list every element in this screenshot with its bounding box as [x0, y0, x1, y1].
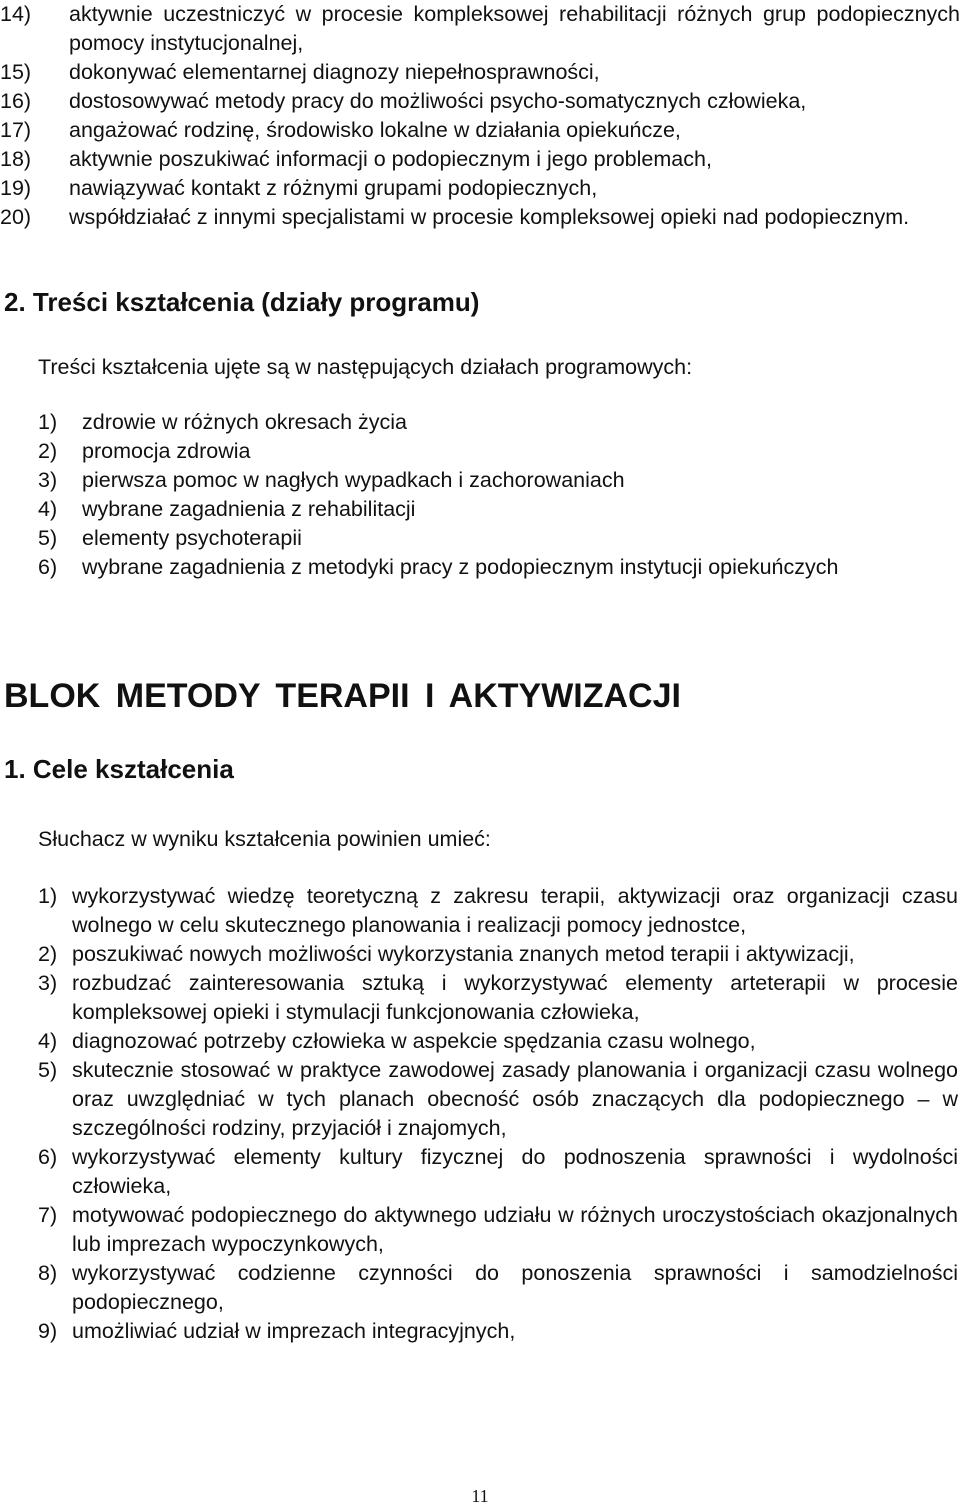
list-item-text: wybrane zagadnienia z rehabilitacji [82, 497, 416, 521]
list-item [38, 940, 958, 969]
list-item [38, 495, 958, 524]
list-item-number: 19) [0, 176, 32, 200]
list-item-number: 1) [38, 410, 58, 434]
list-item-text: zdrowie w różnych okresach życia [82, 410, 408, 434]
section-heading: 1. Cele kształcenia [4, 754, 234, 784]
list-item-number: 7) [38, 1203, 58, 1227]
list-item-text: aktywnie poszukiwać informacji o podopiecznym i jego problemach, [69, 147, 712, 171]
list-item [0, 174, 960, 203]
list-item-number: 6) [38, 1145, 58, 1169]
list-item [38, 553, 958, 582]
list-item [0, 0, 960, 58]
list-item [38, 524, 958, 553]
list-item-text: wykorzystywać codzienne czynności do ponoszenia sprawności i samodzielności podopiecznego, [72, 1261, 958, 1314]
list-item-text: poszukiwać nowych możliwości wykorzystania znanych metod terapii i aktywizacji, [72, 942, 855, 966]
list-item [0, 203, 960, 232]
list-item-number: 4) [38, 497, 58, 521]
list-item [38, 1259, 958, 1317]
list-item-number: 14) [0, 2, 32, 26]
list-item-number: 3) [38, 468, 58, 492]
list-item-number: 5) [38, 1058, 58, 1082]
list-item [0, 58, 960, 87]
list-item [38, 466, 958, 495]
list-item-number: 6) [38, 555, 58, 579]
list-item-text: aktywnie uczestniczyć w procesie kompleksowej rehabilitacji różnych grup podopiecznych pomocy instytucjonalnej, [69, 2, 960, 55]
top-list [0, 0, 960, 232]
section-heading: 2. Treści kształcenia (działy programu) [4, 287, 480, 317]
list-item [38, 408, 958, 437]
list-item-text: dokonywać elementarnej diagnozy niepełnosprawności, [69, 60, 600, 84]
list-item-number: 17) [0, 118, 32, 142]
list-item [38, 969, 958, 1027]
list-item-number: 18) [0, 147, 32, 171]
list-item-text: diagnozować potrzeby człowieka w aspekcie spędzania czasu wolnego, [72, 1029, 756, 1053]
list-item-number: 16) [0, 89, 32, 113]
list-item-text: motywować podopiecznego do aktywnego udziału w różnych uroczystościach okazjonalnych lub imprezach wypoczynkowych, [72, 1203, 958, 1256]
list-item-text: nawiązywać kontakt z różnymi grupami podopiecznych, [69, 176, 598, 200]
section-intro: Słuchacz w wyniku kształcenia powinien umieć: [38, 827, 491, 851]
list-item-number: 8) [38, 1261, 58, 1285]
goals-list [38, 882, 958, 1346]
list-item-text: współdziałać z innymi specjalistami w procesie kompleksowej opieki nad podopiecznym. [69, 205, 910, 229]
list-item-number: 1) [38, 884, 58, 908]
list-item-number: 9) [38, 1319, 58, 1343]
list-item [38, 1201, 958, 1259]
list-item [0, 87, 960, 116]
block-title: BLOK METODY TERAPII I AKTYWIZACJI [4, 677, 681, 715]
list-item-text: wykorzystywać elementy kultury fizycznej do podnoszenia sprawności i wydolności człowieka, [72, 1145, 958, 1198]
list-item-text: rozbudzać zainteresowania sztuką i wykorzystywać elementy arteterapii w procesie kompleksowej opieki i stymulacji funkcjonowania człowieka, [72, 971, 958, 1024]
program-list [38, 408, 958, 582]
list-item-number: 5) [38, 526, 58, 550]
list-item-text: angażować rodzinę, środowisko lokalne w działania opiekuńcze, [69, 118, 681, 142]
list-item-number: 3) [38, 971, 58, 995]
list-item [38, 1027, 958, 1056]
list-item [0, 145, 960, 174]
list-item-text: umożliwiać udział w imprezach integracyjnych, [72, 1319, 516, 1343]
list-item [0, 116, 960, 145]
list-item [38, 882, 958, 940]
list-item-number: 20) [0, 205, 32, 229]
list-item-text: promocja zdrowia [82, 439, 251, 463]
list-item [38, 1143, 958, 1201]
list-item [38, 1317, 958, 1346]
page-number: 11 [471, 1486, 489, 1506]
list-item-number: 2) [38, 439, 58, 463]
list-item-text: dostosowywać metody pracy do możliwości psycho-somatycznych człowieka, [69, 89, 807, 113]
list-item-number: 15) [0, 60, 32, 84]
list-item-text: wykorzystywać wiedzę teoretyczną z zakresu terapii, aktywizacji oraz organizacji czasu wolnego w celu skutecznego planowania i realizacji pomocy jednostce, [72, 884, 958, 937]
list-item-text: pierwsza pomoc w nagłych wypadkach i zachorowaniach [82, 468, 625, 492]
list-item-number: 2) [38, 942, 58, 966]
section-intro: Treści kształcenia ujęte są w następujących działach programowych: [38, 355, 693, 379]
list-item [38, 1056, 958, 1143]
list-item-text: elementy psychoterapii [82, 526, 302, 550]
list-item-text: skutecznie stosować w praktyce zawodowej zasady planowania i organizacji czasu wolnego oraz uwzględniać w tych planach obecność osób znaczących dla podopiecznego – w szczególności rodziny, przyjaciół i znajomych, [72, 1058, 958, 1140]
list-item-text: wybrane zagadnienia z metodyki pracy z podopiecznym instytucji opiekuńczych [82, 555, 839, 579]
list-item-number: 4) [38, 1029, 58, 1053]
list-item [38, 437, 958, 466]
